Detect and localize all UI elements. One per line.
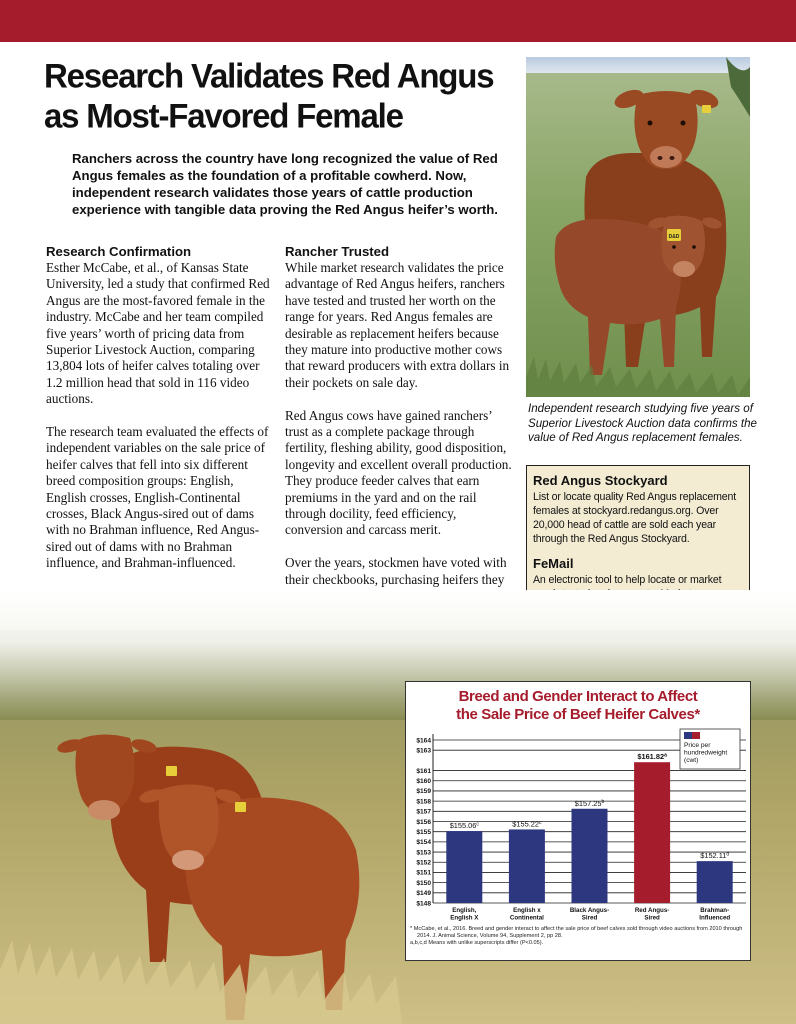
sidebar-heading-stockyard: Red Angus Stockyard (533, 473, 668, 488)
legend-label: (cwt) (684, 757, 699, 764)
photo-cow-and-calf (526, 57, 750, 397)
section-heading-rancher-trusted: Rancher Trusted (285, 244, 390, 259)
legend-label: Price per (684, 742, 711, 749)
article-lede: Ranchers across the country have long recognized the value of Red Angus females as the foundation of a profitable cowherd. Now, independent research validates those years of cattle production experience with tangible data proving the Red Angus heifer’s worth. (72, 151, 498, 217)
bar-superscript: b (601, 799, 605, 806)
bar-superscript: c (539, 819, 542, 826)
y-tick-label: $163 (416, 747, 431, 755)
legend-swatch-red (692, 732, 700, 739)
bar-value-label: $155.22$^c$ (512, 819, 542, 829)
x-category-label: Sired (581, 914, 598, 922)
y-tick-label: $157 (416, 808, 431, 816)
paragraph: The research team evaluated the effects of independent variables on the sale price of heifer calves that fell into six different breed composition groups: English, English crosses, English-Continental crosses, Black Angus-sired out of dams with no Brahman influence, Red Angus-sired out of dams with no Brahman influence, and Brahman-influenced. (46, 424, 269, 571)
x-category-label: Red Angus- (634, 907, 670, 914)
y-tick-label: $160 (416, 778, 431, 786)
x-category-label: English, (452, 907, 477, 914)
paragraph: While market research validates the price advantage of Red Angus heifers, ranchers have tested and trusted her worth on the range for years. Red Angus females are desirable as replacement heifers because they mature into productive mother cows that reward producers with extra dollars in their pockets on sale day. (285, 260, 510, 390)
y-tick-label: $154 (416, 839, 431, 847)
legend-swatch-blue (684, 732, 692, 739)
headline-line-1: Research Validates Red Angus (44, 56, 494, 95)
bar (572, 809, 608, 903)
x-category-label: Continental (509, 914, 544, 922)
section-heading-research-confirmation: Research Confirmation (46, 244, 192, 259)
bar (446, 831, 482, 903)
y-tick-label: $148 (416, 900, 431, 908)
legend-label: hundredweight (684, 749, 728, 757)
y-tick-label: $161 (416, 767, 431, 775)
paragraph: Esther McCabe, et al., of Kansas State University, led a study that confirmed Red Angus are the most-favored female in the industry. McCabe and her team compiled five years’ worth of pricing data from Superior Livestock Auction, comparing 13,804 lots of heifer calves totaling over 1.2 million head that sold in 116 video auctions. (46, 260, 270, 407)
bar-value-label: $161.82$^a$ (637, 752, 667, 762)
price-bar-chart (405, 681, 751, 961)
footnote-line-2: 2014. J. Animal Science, Volume 94, Supplement 2, pp 28. (417, 933, 563, 939)
top-color-bar (0, 0, 796, 42)
bar-superscript: a (664, 752, 667, 759)
y-tick-label: $155 (416, 828, 431, 836)
y-tick-label: $152 (416, 859, 431, 867)
ear-tag-text: D&D (668, 234, 680, 240)
sidebar-text-stockyard: List or locate quality Red Angus replacement females at stockyard.redangus.org. Over 20,000 head of cattle are sold each year through the Red Angus Stockyard. (533, 491, 737, 545)
bar (697, 861, 733, 903)
bar-value-label: $152.11$^d$ (700, 851, 730, 861)
y-tick-label: $159 (416, 788, 431, 796)
chart-footnote (410, 926, 748, 947)
paragraph: Red Angus cows have gained ranchers’ trust as a complete package through fertility, fleshing ability, good disposition, longevity and excellent overall production. They produce feeder calves that earn premiums in the yard and on the rail through docility, feed efficiency, conversion and carcass merit. (285, 407, 512, 538)
bar (634, 762, 670, 903)
y-tick-label: $164 (416, 737, 431, 745)
bar-value-label: $155.06$^c$ (449, 821, 479, 831)
y-tick-label: $153 (416, 849, 431, 857)
y-tick-label: $151 (416, 869, 431, 877)
chart-title (406, 688, 750, 724)
footnote-line-3: a,b,c,d Means with unlike superscripts differ (P<0.05). (410, 940, 544, 946)
sidebar-text-femail: An electronic tool to help locate or market (533, 574, 722, 586)
headline-line-2: as Most-Favored Female (44, 95, 403, 135)
footnote-line-1: * McCabe, et al., 2016. Breed and gender interact to affect the sale price of beef calves sold through video auctions from 2010 through (410, 926, 743, 932)
paragraph-text: Over the years, stockmen have voted with their checkbooks, purchasing heifers they (285, 555, 507, 587)
chart-title-line-2: the Sale Price of Beef Heifer Calves* (456, 706, 700, 723)
y-tick-label: $149 (416, 890, 431, 898)
bar-superscript: d (726, 851, 730, 858)
sidebar-heading-femail: FeMail (533, 556, 574, 571)
bar-value-label: $157.25$^b$ (574, 798, 605, 808)
y-tick-label: $150 (416, 879, 431, 887)
y-tick-label: $156 (416, 818, 431, 826)
photo-caption: Independent research studying five years of Superior Livestock Auction data confirms the value of Red Angus replacement females. (528, 402, 757, 444)
x-category-label: Black Angus- (569, 907, 610, 914)
x-category-label: English x (513, 907, 541, 914)
bar (509, 829, 545, 903)
chart-title-line-1: Breed and Gender Interact to Affect (458, 688, 698, 705)
x-category-label: Brahman- (700, 907, 730, 914)
cow-calf-illustration (526, 57, 750, 397)
bar-superscript: c (476, 821, 479, 828)
x-category-label: Sired (644, 914, 660, 922)
x-category-label: English X (450, 914, 479, 922)
x-category-label: Influenced (699, 914, 731, 922)
article-headline (44, 56, 514, 136)
y-tick-label: $158 (416, 798, 431, 806)
